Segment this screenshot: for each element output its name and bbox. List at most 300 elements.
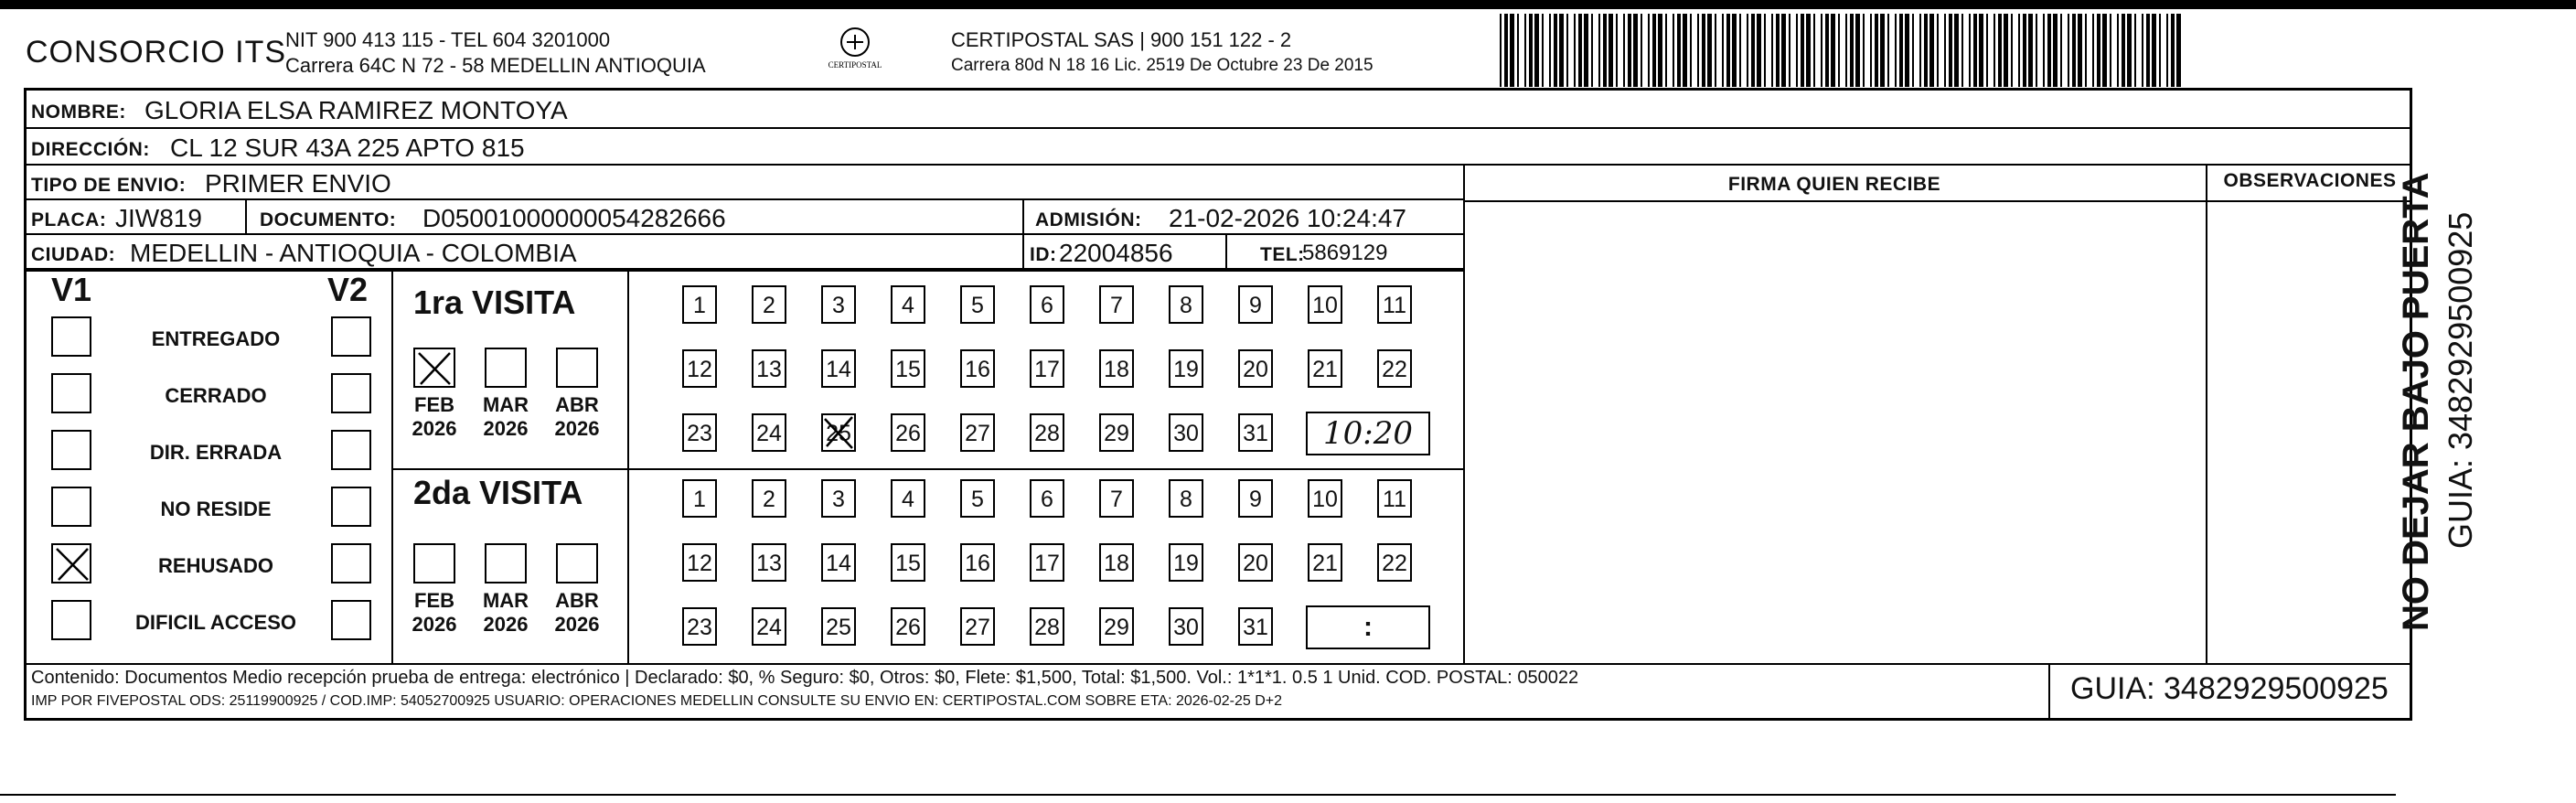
month-year: 2026 <box>554 613 600 636</box>
barcode-bar <box>1707 14 1712 87</box>
barcode-bar <box>2053 14 2058 87</box>
tipo-label: TIPO DE ENVIO: <box>31 175 187 196</box>
barcode-bar <box>2171 14 2175 87</box>
barcode-bar <box>1845 14 1847 87</box>
month-year: 2026 <box>412 613 457 636</box>
barcode-bar <box>2078 14 2082 87</box>
day-number: 5 <box>971 487 984 512</box>
day-number: 18 <box>1104 357 1129 382</box>
day-box[interactable] <box>1377 349 1412 388</box>
day-number: 24 <box>756 615 782 640</box>
barcode-bar <box>2085 14 2087 87</box>
barcode-bar <box>1673 14 1674 87</box>
day-box[interactable] <box>752 479 786 518</box>
barcode-bar <box>1949 14 1952 87</box>
firma-header: FIRMA QUIEN RECIBE <box>1727 174 1941 195</box>
barcode-bar <box>2159 14 2161 87</box>
barcode-bar <box>1554 14 1557 87</box>
month-year: 2026 <box>554 417 600 440</box>
v2-checkbox[interactable] <box>331 600 371 640</box>
day-box[interactable] <box>1030 543 1064 582</box>
day-box[interactable] <box>682 413 717 452</box>
day-number: 16 <box>965 357 990 382</box>
day-box[interactable] <box>1169 285 1203 324</box>
barcode-bar <box>1648 14 1650 87</box>
barcode-bar <box>1757 14 1761 87</box>
status-option-label: NO RESIDE <box>160 498 272 520</box>
first-visit-time: 10:20 <box>1306 412 1430 455</box>
day-box[interactable] <box>1169 543 1203 582</box>
day-box[interactable] <box>960 479 995 518</box>
day-number: 13 <box>756 357 782 382</box>
status-option-label: ENTREGADO <box>151 327 281 350</box>
barcode-bar <box>1831 14 1835 87</box>
v2-checkbox[interactable] <box>331 316 371 357</box>
barcode-bar <box>1598 14 1600 87</box>
barcode-bar <box>1979 14 1983 87</box>
observaciones-header: OBSERVACIONES <box>2223 170 2397 191</box>
barcode-bar <box>1764 14 1766 87</box>
barcode-bar <box>1796 14 1798 87</box>
barcode-bar <box>1973 14 1977 87</box>
tel-label: TEL: <box>1260 244 1305 265</box>
day-box[interactable] <box>682 607 717 646</box>
status-top-line <box>24 270 1465 272</box>
barcode-bar <box>1905 14 1909 87</box>
day-box[interactable] <box>752 413 786 452</box>
v1-checkbox[interactable] <box>51 430 91 470</box>
day-number: 7 <box>1110 293 1123 318</box>
barcode-bar <box>1510 14 1514 87</box>
month-checkbox[interactable] <box>556 543 598 584</box>
barcode-bar <box>2028 14 2033 87</box>
month-label <box>478 393 533 441</box>
day-box[interactable] <box>1099 285 1134 324</box>
barcode-bar <box>2097 14 2100 87</box>
day-box[interactable] <box>682 543 717 582</box>
day-number: 20 <box>1243 357 1268 382</box>
day-check-mark <box>821 413 856 452</box>
day-number: 25 <box>826 615 851 640</box>
day-box[interactable] <box>821 349 856 388</box>
barcode-bar <box>2176 14 2181 87</box>
barcode-bar <box>1584 14 1588 87</box>
day-number: 28 <box>1034 615 1060 640</box>
v1-label: V1 <box>51 271 92 308</box>
status-option-label: DIFICIL ACCESO <box>134 611 296 634</box>
day-box[interactable] <box>1308 543 1342 582</box>
day-box[interactable] <box>1099 479 1134 518</box>
day-number: 15 <box>895 551 921 576</box>
barcode-bar <box>1813 14 1815 87</box>
barcode-bar <box>2060 14 2062 87</box>
barcode-bar <box>1529 14 1533 87</box>
barcode-bar <box>1998 14 2002 87</box>
status-option-label: DIR. ERRADA <box>149 441 283 464</box>
barcode-bar <box>1726 14 1730 87</box>
day-number: 19 <box>1173 357 1199 382</box>
barcode-bar <box>1578 14 1582 87</box>
barcode-bar <box>2023 14 2026 87</box>
day-number: 16 <box>965 551 990 576</box>
day-box[interactable] <box>1169 479 1203 518</box>
day-number: 14 <box>826 357 851 382</box>
day-number: 7 <box>1110 487 1123 512</box>
day-box[interactable] <box>682 349 717 388</box>
footer-top-line <box>24 663 2412 665</box>
day-number: 13 <box>756 551 782 576</box>
day-box[interactable] <box>891 413 925 452</box>
v1-checkbox[interactable] <box>51 600 91 640</box>
month-label <box>478 589 533 637</box>
day-number: 21 <box>1312 551 1338 576</box>
day-box[interactable] <box>1238 413 1273 452</box>
barcode-bar <box>1993 14 1995 87</box>
barcode-bar <box>1534 14 1539 87</box>
month-name: ABR <box>555 589 599 612</box>
day-box[interactable] <box>1238 543 1273 582</box>
barcode-bar <box>2134 14 2136 87</box>
day-box[interactable] <box>960 285 995 324</box>
barcode-bar <box>1875 14 1878 87</box>
day-number: 14 <box>826 551 851 576</box>
barcode-bar <box>1776 14 1780 87</box>
day-number: 12 <box>687 357 712 382</box>
month-year: 2026 <box>412 417 457 440</box>
barcode-bar <box>1623 14 1625 87</box>
barcode-bar <box>1549 14 1551 87</box>
day-box[interactable] <box>1030 349 1064 388</box>
day-box[interactable] <box>752 349 786 388</box>
barcode-bar <box>1609 14 1613 87</box>
barcode-bar <box>1880 14 1885 87</box>
barcode-bar <box>1895 14 1897 87</box>
barcode-bar <box>1912 14 1914 87</box>
day-number: 10 <box>1312 487 1338 512</box>
day-box[interactable] <box>1377 543 1412 582</box>
day-number: 23 <box>687 421 712 446</box>
barcode-bar <box>1899 14 1903 87</box>
ciudad-label: CIUDAD: <box>31 244 116 265</box>
day-box[interactable] <box>1169 349 1203 388</box>
second-visit-label: 2da VISITA <box>413 474 583 511</box>
day-box[interactable] <box>1099 413 1134 452</box>
columns-header-line <box>1463 200 2412 202</box>
day-number: 6 <box>1041 293 1053 318</box>
day-number: 11 <box>1383 293 1406 318</box>
day-number: 4 <box>902 293 914 318</box>
nit-line: NIT 900 413 115 - TEL 604 3201000 <box>285 28 611 51</box>
barcode-bar <box>1603 14 1607 87</box>
month-label <box>550 589 604 637</box>
obs-left-line <box>2206 166 2207 664</box>
day-number: 9 <box>1249 487 1262 512</box>
nombre-label: NOMBRE: <box>31 102 126 123</box>
barcode-bar <box>1566 14 1568 87</box>
day-number: 21 <box>1312 357 1338 382</box>
barcode-bar <box>1658 14 1662 87</box>
month-label <box>407 589 462 637</box>
day-box[interactable] <box>1308 479 1342 518</box>
months-right-line <box>627 270 629 664</box>
barcode-bar <box>1944 14 1946 87</box>
day-number: 10 <box>1312 293 1338 318</box>
day-box[interactable] <box>1099 607 1134 646</box>
barcode-bar <box>1986 14 1988 87</box>
month-checkbox[interactable] <box>485 348 527 388</box>
month-name: ABR <box>555 393 599 416</box>
day-box[interactable] <box>1169 413 1203 452</box>
side-guia: GUIA: 3482929500925 <box>2442 211 2479 549</box>
day-number: 27 <box>965 615 990 640</box>
day-number: 22 <box>1382 551 1407 576</box>
day-box[interactable] <box>1030 285 1064 324</box>
day-number: 2 <box>763 293 775 318</box>
barcode-bar <box>2142 14 2143 87</box>
barcode-bar <box>2072 14 2076 87</box>
day-box[interactable] <box>960 607 995 646</box>
day-box[interactable] <box>1238 285 1273 324</box>
day-box[interactable] <box>752 285 786 324</box>
company-name: CONSORCIO ITS <box>26 35 287 70</box>
imp-text: IMP POR FIVEPOSTAL ODS: 25119900925 / COD.IMP: 54052700925 USUARIO: OPERACIONES MEDELLIN CONSULTE SU ENVIO EN: CERTIPOSTAL.COM SOBRE ETA: 2026-02-25 D+2 <box>31 693 1283 709</box>
contenido-text: Contenido: Documentos Medio recepción prueba de entrega: electrónico | Declarado: $0, % Seguro: $0, Otros: $0, Flete: $1,500, Total: $1,500. Vol.: 1*1*1. 0.5 1 Unid. COD. POSTAL: 050022 <box>31 668 1579 688</box>
day-number: 30 <box>1173 421 1199 446</box>
month-checkbox[interactable] <box>413 543 455 584</box>
barcode-bar <box>1954 14 1959 87</box>
certipostal-info <box>951 27 1374 79</box>
day-box[interactable] <box>1238 479 1273 518</box>
month-name: MAR <box>482 589 529 612</box>
day-box[interactable] <box>1238 349 1273 388</box>
month-checkbox[interactable] <box>413 348 455 388</box>
tipo-value: PRIMER ENVIO <box>205 169 391 198</box>
barcode-bar <box>1771 14 1773 87</box>
barcode-bar <box>1524 14 1526 87</box>
day-number: 24 <box>756 421 782 446</box>
barcode-bar <box>1641 14 1642 87</box>
barcode-bar <box>1542 14 1544 87</box>
direccion-row <box>24 129 2412 166</box>
v2-checkbox[interactable] <box>331 543 371 584</box>
barcode-bar <box>1747 14 1748 87</box>
day-box[interactable] <box>1377 479 1412 518</box>
day-number: 2 <box>763 487 775 512</box>
certi-line1: CERTIPOSTAL SAS | 900 151 122 - 2 <box>951 28 1292 51</box>
day-box[interactable] <box>821 543 856 582</box>
barcode-bar <box>1789 14 1790 87</box>
barcode-bar <box>1821 14 1822 87</box>
placa-label: PLACA: <box>31 209 107 230</box>
status-option-label: CERRADO <box>165 384 267 407</box>
day-number: 28 <box>1034 421 1060 446</box>
barcode-bar <box>1929 14 1934 87</box>
day-box[interactable] <box>891 349 925 388</box>
day-box[interactable] <box>682 479 717 518</box>
id-label: ID: <box>1030 244 1057 265</box>
barcode-bar <box>1652 14 1656 87</box>
day-box[interactable] <box>1030 413 1064 452</box>
day-number: 20 <box>1243 551 1268 576</box>
day-box[interactable] <box>752 607 786 646</box>
barcode-bar <box>1838 14 1840 87</box>
day-box[interactable] <box>1169 607 1203 646</box>
barcode-bar <box>1863 14 1865 87</box>
barcode-bar <box>1683 14 1687 87</box>
barcode-bar <box>1690 14 1692 87</box>
company-info <box>285 27 706 79</box>
day-number: 18 <box>1104 551 1129 576</box>
month-label <box>550 393 604 441</box>
month-name: FEB <box>414 393 454 416</box>
day-box[interactable] <box>960 349 995 388</box>
day-number: 15 <box>895 357 921 382</box>
barcode-bar <box>1850 14 1854 87</box>
barcode-bar <box>1715 14 1716 87</box>
day-number: 17 <box>1034 551 1060 576</box>
nombre-row <box>24 91 2412 129</box>
day-number: 31 <box>1243 421 1268 446</box>
v1-checkbox[interactable] <box>51 543 91 584</box>
logo-text: CERTIPOSTAL <box>828 60 882 70</box>
barcode <box>1500 14 2186 87</box>
barcode-bar <box>2152 14 2156 87</box>
day-number: 8 <box>1180 487 1192 512</box>
barcode-bar <box>1616 14 1618 87</box>
barcode-bar <box>2146 14 2150 87</box>
admision-label: ADMISIÓN: <box>1035 209 1142 230</box>
v1-checkbox[interactable] <box>51 373 91 413</box>
documento-value: D05001000000054282666 <box>422 204 726 232</box>
barcode-bar <box>2068 14 2069 87</box>
v2-checkbox[interactable] <box>331 430 371 470</box>
day-box[interactable] <box>1099 349 1134 388</box>
day-box[interactable] <box>821 607 856 646</box>
v1-checkbox[interactable] <box>51 316 91 357</box>
direccion-label: DIRECCIÓN: <box>31 139 150 160</box>
certi-line2: Carrera 80d N 18 16 Lic. 2519 De Octubre 23 De 2015 <box>951 56 1374 75</box>
day-box[interactable] <box>1030 607 1064 646</box>
day-box[interactable] <box>1308 285 1342 324</box>
day-box[interactable] <box>891 479 925 518</box>
second-visit-time: : <box>1306 605 1430 649</box>
day-number: 6 <box>1041 487 1053 512</box>
barcode-bar <box>2018 14 2020 87</box>
day-number: 9 <box>1249 293 1262 318</box>
id-value: 22004856 <box>1059 239 1173 267</box>
barcode-bar <box>1574 14 1576 87</box>
day-number: 1 <box>693 487 706 512</box>
day-box[interactable] <box>1377 285 1412 324</box>
barcode-bar <box>1781 14 1786 87</box>
day-box[interactable] <box>821 413 856 452</box>
day-number: 12 <box>687 551 712 576</box>
day-number: 22 <box>1382 357 1407 382</box>
day-box[interactable] <box>960 543 995 582</box>
status-option-label: REHUSADO <box>158 554 273 577</box>
guia-divider <box>2048 663 2050 718</box>
barcode-bar <box>2127 14 2132 87</box>
barcode-bar <box>1801 14 1804 87</box>
barcode-bar <box>1504 14 1508 87</box>
barcode-bar <box>1633 14 1638 87</box>
barcode-bar <box>1806 14 1811 87</box>
day-number: 26 <box>895 615 921 640</box>
barcode-bar <box>1732 14 1737 87</box>
v1-checkbox[interactable] <box>51 487 91 527</box>
day-box[interactable] <box>891 543 925 582</box>
certipostal-logo <box>823 26 887 73</box>
barcode-bar <box>1887 14 1889 87</box>
tel-divider <box>1225 235 1227 270</box>
day-number: 26 <box>895 421 921 446</box>
day-number: 17 <box>1034 357 1060 382</box>
top-border <box>0 0 2576 9</box>
barcode-bar <box>1697 14 1699 87</box>
visit-divider <box>393 468 1465 470</box>
barcode-bar <box>1591 14 1593 87</box>
placa-divider <box>245 200 247 235</box>
barcode-bar <box>1702 14 1705 87</box>
month-label <box>407 393 462 441</box>
month-year: 2026 <box>483 613 529 636</box>
ciudad-value: MEDELLIN - ANTIOQUIA - COLOMBIA <box>130 239 577 267</box>
day-number: 1 <box>693 293 706 318</box>
day-box[interactable] <box>1238 607 1273 646</box>
barcode-bar <box>1870 14 1872 87</box>
day-number: 31 <box>1243 615 1268 640</box>
day-number: 3 <box>832 293 845 318</box>
day-box[interactable] <box>821 285 856 324</box>
barcode-bar <box>1937 14 1939 87</box>
barcode-bar <box>2102 14 2107 87</box>
barcode-bar <box>2047 14 2051 87</box>
month-checkbox[interactable] <box>485 543 527 584</box>
barcode-bar <box>1628 14 1631 87</box>
day-box[interactable] <box>682 285 717 324</box>
v2-checkbox[interactable] <box>331 373 371 413</box>
day-box[interactable] <box>1308 349 1342 388</box>
day-box[interactable] <box>891 607 925 646</box>
day-number: 8 <box>1180 293 1192 318</box>
first-visit-label: 1ra VISITA <box>413 284 576 321</box>
day-box[interactable] <box>891 285 925 324</box>
day-number: 25 <box>826 421 851 446</box>
side-warning: NO DEJAR BAJO PUERTA <box>2396 172 2436 631</box>
v2-checkbox[interactable] <box>331 487 371 527</box>
barcode-bar <box>1855 14 1860 87</box>
barcode-bar <box>2011 14 2013 87</box>
barcode-bar <box>2092 14 2094 87</box>
month-name: FEB <box>414 589 454 612</box>
day-box[interactable] <box>821 479 856 518</box>
documento-label: DOCUMENTO: <box>260 209 397 230</box>
barcode-bar <box>1924 14 1928 87</box>
placa-row <box>24 200 1464 235</box>
day-box[interactable] <box>1030 479 1064 518</box>
barcode-bar <box>2117 14 2119 87</box>
day-box[interactable] <box>752 543 786 582</box>
day-box[interactable] <box>960 413 995 452</box>
day-number: 30 <box>1173 615 1199 640</box>
tel-value: 5869129 <box>1302 241 1388 265</box>
barcode-bar <box>1961 14 1963 87</box>
day-number: 4 <box>902 487 914 512</box>
barcode-bar <box>1722 14 1724 87</box>
day-box[interactable] <box>1099 543 1134 582</box>
month-year: 2026 <box>483 417 529 440</box>
month-checkbox[interactable] <box>556 348 598 388</box>
